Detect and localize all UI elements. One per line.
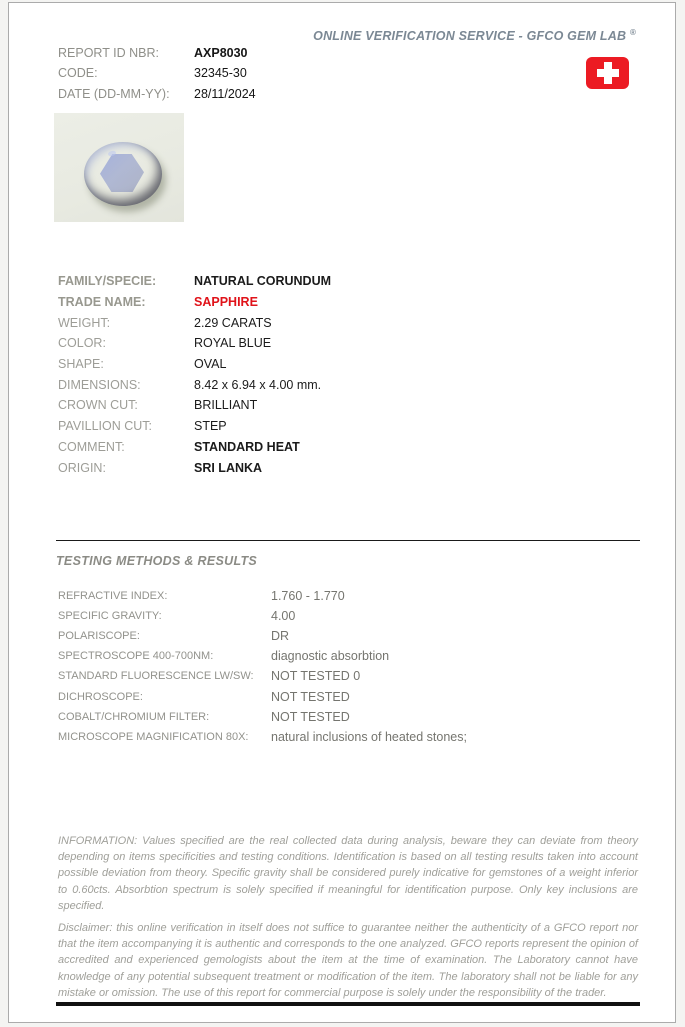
detail-row-family bbox=[58, 271, 331, 292]
test-row-specific-gravity bbox=[58, 606, 467, 626]
color-label: COLOR: bbox=[58, 336, 106, 351]
specific-gravity-label: SPECIFIC GRAVITY: bbox=[58, 610, 162, 623]
shape-label: SHAPE: bbox=[58, 357, 104, 372]
swiss-flag-icon bbox=[586, 57, 629, 89]
test-row-microscope bbox=[58, 727, 467, 747]
cobalt-filter-value: NOT TESTED bbox=[271, 709, 350, 724]
pavillion-cut-label: PAVILLION CUT: bbox=[58, 419, 153, 434]
weight-label: WEIGHT: bbox=[58, 315, 111, 330]
dichroscope-label: DICHROSCOPE: bbox=[58, 690, 143, 703]
detail-row-shape bbox=[58, 354, 331, 375]
detail-row-origin bbox=[58, 457, 331, 478]
test-row-refractive-index bbox=[58, 586, 467, 606]
report-id-value: AXP8030 bbox=[194, 46, 248, 61]
pavillion-cut-value: STEP bbox=[194, 419, 227, 434]
gemstone-photo bbox=[54, 113, 184, 222]
test-row-dichroscope bbox=[58, 686, 467, 706]
trade-name-value: SAPPHIRE bbox=[194, 295, 258, 310]
code-row bbox=[58, 63, 256, 83]
comment-value: STANDARD HEAT bbox=[194, 439, 300, 454]
dichroscope-value: NOT TESTED bbox=[271, 689, 350, 704]
origin-label: ORIGIN: bbox=[58, 460, 106, 475]
origin-value: SRI LANKA bbox=[194, 460, 263, 475]
spectroscope-label: SPECTROSCOPE 400-700NM: bbox=[58, 650, 214, 663]
specific-gravity-value: 4.00 bbox=[271, 609, 296, 624]
page-title-text: ONLINE VERIFICATION SERVICE - GFCO GEM LAB bbox=[313, 29, 627, 44]
report-header-fields bbox=[58, 43, 256, 104]
crown-cut-label: CROWN CUT: bbox=[58, 398, 138, 413]
registered-trademark-symbol: ® bbox=[629, 28, 636, 37]
code-value: 32345-30 bbox=[194, 66, 247, 81]
comment-label: COMMENT: bbox=[58, 439, 125, 454]
refractive-index-value: 1.760 - 1.770 bbox=[271, 589, 345, 604]
sapphire-gem-image bbox=[84, 142, 162, 206]
microscope-value: natural inclusions of heated stones; bbox=[271, 729, 467, 744]
detail-row-comment bbox=[58, 437, 331, 458]
date-value: 28/11/2024 bbox=[194, 86, 256, 101]
report-id-row bbox=[58, 43, 256, 63]
fluorescence-label: STANDARD FLUORESCENCE LW/SW: bbox=[58, 670, 254, 683]
test-row-cobalt-filter bbox=[58, 707, 467, 727]
information-paragraph: INFORMATION: Values specified are the real collected data during analysis, beware they can deviate from theory depending on items specificities and testing conditions. Identification is based on all testing results taken into account possible deviation from theory. Specific gravity shall be considered purely indicative for gemstones of a weight inferior to 0.60cts. Absorbtion spectrum is solely specified if meaningful for identification purpose. Only key inclusions are specified. bbox=[58, 835, 638, 912]
cobalt-filter-label: COBALT/CHROMIUM FILTER: bbox=[58, 710, 210, 723]
section-divider-line bbox=[56, 540, 640, 541]
weight-value: 2.29 CARATS bbox=[194, 315, 272, 330]
polariscope-value: DR bbox=[271, 629, 290, 644]
gem-details-section bbox=[58, 271, 331, 478]
trade-name-label: TRADE NAME: bbox=[58, 295, 146, 310]
spectroscope-value: diagnostic absorbtion bbox=[271, 649, 390, 664]
color-value: ROYAL BLUE bbox=[194, 336, 272, 351]
swiss-cross-horizontal-bar bbox=[597, 69, 619, 77]
dimensions-label: DIMENSIONS: bbox=[58, 377, 141, 392]
detail-row-crown-cut bbox=[58, 395, 331, 416]
detail-row-dimensions bbox=[58, 374, 331, 395]
date-label: DATE (DD-MM-YY): bbox=[58, 86, 170, 101]
testing-results-section bbox=[58, 586, 467, 747]
date-row bbox=[58, 84, 256, 104]
testing-section-title: TESTING METHODS & RESULTS bbox=[56, 554, 258, 568]
detail-row-weight bbox=[58, 312, 331, 333]
polariscope-label: POLARISCOPE: bbox=[58, 630, 140, 643]
family-value: NATURAL CORUNDUM bbox=[194, 274, 332, 289]
code-label: CODE: bbox=[58, 66, 98, 81]
microscope-label: MICROSCOPE MAGNIFICATION 80X: bbox=[58, 730, 249, 743]
test-row-fluorescence bbox=[58, 666, 467, 686]
fluorescence-value: NOT TESTED 0 bbox=[271, 669, 361, 684]
family-label: FAMILY/SPECIE: bbox=[58, 274, 157, 289]
dimensions-value: 8.42 x 6.94 x 4.00 mm. bbox=[194, 377, 322, 392]
test-row-polariscope bbox=[58, 626, 467, 646]
shape-value: OVAL bbox=[194, 357, 227, 372]
test-row-spectroscope bbox=[58, 646, 467, 666]
detail-row-trade-name bbox=[58, 292, 331, 313]
report-id-label: REPORT ID NBR: bbox=[58, 46, 159, 61]
disclaimer-paragraph: Disclaimer: this online verification in itself does not suffice to guarantee neither the authenticity of a GFCO report nor that the item accompanying it is authentic and corresponds to the one analyzed. GFCO reports represent the opinion of accredited and experienced gemologists about the item at the time of examination. The Laboratory cannot have knowledge of any potential subsequent treatment or modification of the item. The laboratory shall not be liable for any mistake or omission. The use of this report for commercial purpose is solely under the responsibility of the trader. bbox=[58, 922, 638, 999]
crown-cut-value: BRILLIANT bbox=[194, 398, 258, 413]
certificate-page bbox=[8, 2, 676, 1023]
detail-row-color bbox=[58, 333, 331, 354]
page-title bbox=[313, 28, 636, 43]
bottom-rule-line bbox=[56, 1002, 640, 1006]
refractive-index-label: REFRACTIVE INDEX: bbox=[58, 590, 168, 603]
detail-row-pavillion-cut bbox=[58, 416, 331, 437]
